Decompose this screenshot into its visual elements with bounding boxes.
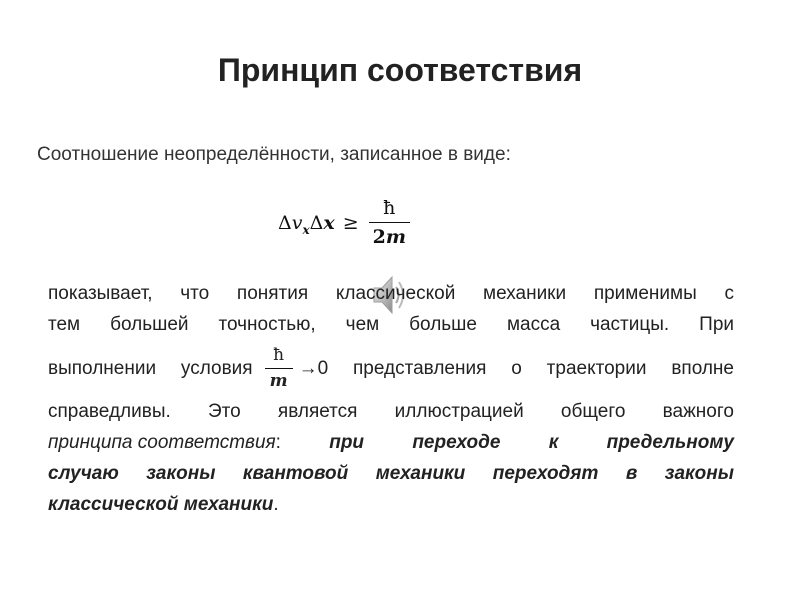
word: Это xyxy=(207,401,241,422)
word: иллюстрацией xyxy=(394,401,524,422)
word: при xyxy=(329,432,365,453)
word: траектории xyxy=(546,357,647,379)
period: . xyxy=(273,494,279,515)
condition-fraction xyxy=(265,344,293,391)
paragraph-line xyxy=(48,396,734,427)
paragraph-line xyxy=(48,427,734,458)
formula-delta-v: Δ xyxy=(278,212,292,234)
word: При xyxy=(699,314,734,335)
word: выполнении xyxy=(48,357,157,379)
formula-den-coef: 2 xyxy=(372,226,386,248)
word: понятия xyxy=(236,283,309,304)
formula-den-var: m xyxy=(385,226,406,248)
condition-group xyxy=(180,344,329,391)
word: переходе xyxy=(412,432,501,453)
principle-name: принципа соответствия xyxy=(48,432,276,453)
word: точностью, xyxy=(218,314,316,335)
formula-lhs xyxy=(278,212,335,237)
word: квантовой xyxy=(242,463,349,484)
word: важного xyxy=(662,401,734,422)
word: чем xyxy=(345,314,380,335)
formula-numerator: ħ xyxy=(383,197,396,219)
colon: : xyxy=(275,432,281,453)
word: механики xyxy=(375,463,466,484)
word: в xyxy=(625,463,638,484)
word: частицы. xyxy=(590,314,670,335)
word: общего xyxy=(560,401,626,422)
word: большей xyxy=(110,314,189,335)
word: масса xyxy=(506,314,561,335)
word: представления xyxy=(353,357,487,379)
formula-x: x xyxy=(323,212,335,234)
word: больше xyxy=(409,314,477,335)
word: к xyxy=(548,432,559,453)
formula-delta-x: Δ xyxy=(309,212,324,234)
main-paragraph xyxy=(48,278,734,520)
word: переходят xyxy=(492,463,599,484)
slide-title: Принцип соответствия xyxy=(217,52,583,88)
word: с xyxy=(724,283,734,304)
word: о xyxy=(511,357,522,379)
uncertainty-formula xyxy=(278,195,410,251)
word: справедливы. xyxy=(48,401,171,422)
word: вполне xyxy=(671,357,734,379)
formula-denominator xyxy=(369,222,410,247)
paragraph-line xyxy=(48,278,734,309)
formula-subscript-x: x xyxy=(302,223,310,237)
word: что xyxy=(180,283,210,304)
final-phrase: классической механики xyxy=(48,494,274,515)
formula-geq: ≥ xyxy=(342,212,359,234)
principle-phrase xyxy=(48,429,281,456)
word: является xyxy=(277,401,358,422)
word: условия xyxy=(180,357,253,379)
paragraph-line xyxy=(48,489,734,520)
paragraph-line-with-fraction xyxy=(48,340,734,396)
arrow-to-zero: →0 xyxy=(298,357,329,379)
word: законы xyxy=(664,463,734,484)
word: применимы xyxy=(593,283,697,304)
word: показывает, xyxy=(48,283,153,304)
word: случаю xyxy=(48,463,119,484)
intro-text: Соотношение неопределённости, записанное в виде: xyxy=(37,144,511,165)
word: законы xyxy=(146,463,216,484)
word: тем xyxy=(48,314,81,335)
word: классической xyxy=(335,283,456,304)
condition-numerator: ħ xyxy=(273,344,285,365)
paragraph-line xyxy=(48,458,734,489)
word: механики xyxy=(483,283,567,304)
formula-fraction xyxy=(369,199,410,247)
paragraph-line xyxy=(48,309,734,340)
condition-denominator: m xyxy=(265,368,293,390)
word: предельному xyxy=(606,432,734,453)
formula-v: v xyxy=(291,212,303,234)
